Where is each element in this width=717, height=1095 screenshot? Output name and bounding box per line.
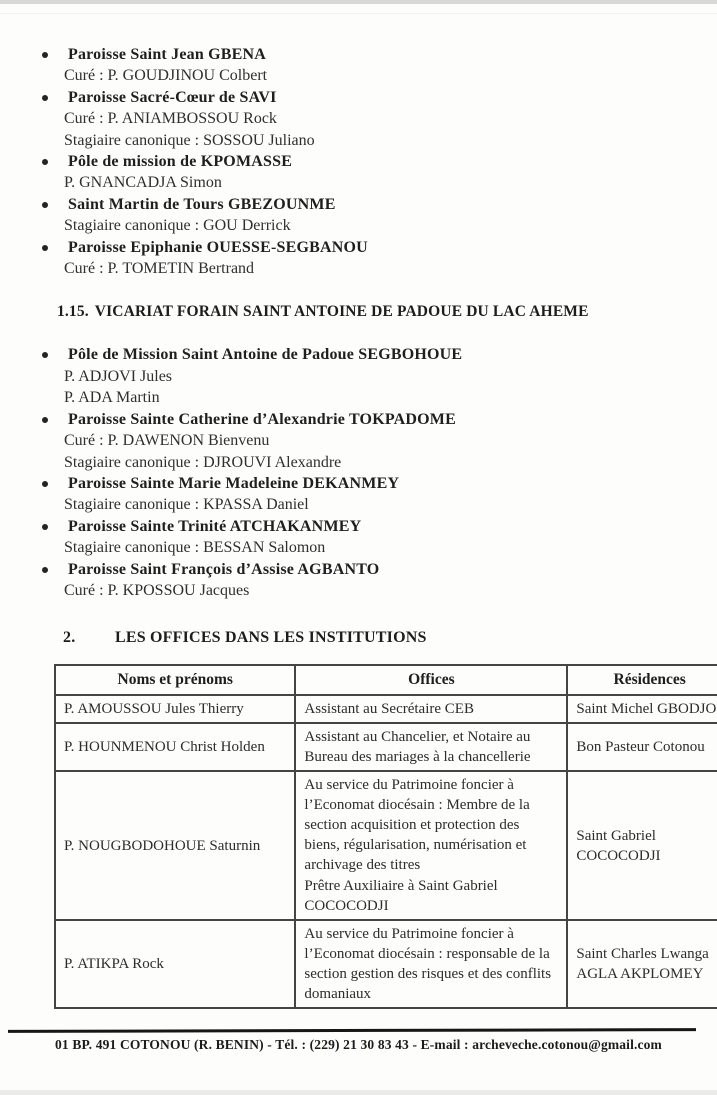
- office-paragraph: Au service du Patrimoine foncier à l’Economat diocésain : Membre de la section acquisition et protection des biens, régularisation, numérisation et archivage des titres: [304, 777, 530, 874]
- parish-title: Paroisse Sainte Marie Madeleine DEKANMEY: [68, 474, 400, 492]
- table-body: [55, 695, 717, 1008]
- scan-edge-bottom: [0, 1090, 717, 1095]
- column-header-residences: Résidences: [567, 665, 717, 695]
- heading-title: LES OFFICES DANS LES INSTITUTIONS: [115, 629, 427, 647]
- parish-list-item: [40, 516, 701, 559]
- bullet-icon: [42, 524, 48, 530]
- cell-name: P. HOUNMENOU Christ Holden: [55, 723, 295, 771]
- cell-residence: [567, 695, 717, 723]
- parish-title: Paroisse Sainte Trinité ATCHAKANMEY: [68, 517, 362, 535]
- footer-rule: [8, 1028, 696, 1033]
- office-paragraph: Assistant au Chancelier, et Notaire au Bureau des mariages à la chancellerie: [304, 729, 531, 766]
- scan-edge-top-faint: [0, 13, 717, 14]
- parish-list-item: [40, 237, 701, 280]
- page-footer: [0, 1029, 717, 1053]
- cell-office: [295, 723, 567, 771]
- bullet-icon: [42, 567, 48, 573]
- bullet-icon: [42, 245, 48, 251]
- table-row: [55, 920, 717, 1008]
- parish-detail: Curé : P. DAWENON Bienvenu: [64, 432, 270, 450]
- bullet-icon: [42, 95, 48, 101]
- offices-table: [54, 664, 717, 1009]
- parish-detail: P. ADA Martin: [64, 389, 160, 407]
- parish-title: Paroisse Epiphanie OUESSE-SEGBANOU: [68, 238, 368, 256]
- table-header-row: [55, 665, 717, 695]
- parish-detail: Stagiaire canonique : SOSSOU Juliano: [64, 131, 315, 149]
- bullet-icon: [42, 159, 48, 165]
- bullet-icon: [42, 202, 48, 208]
- residence-text: Saint Charles Lwanga AGLA AKPLOMEY: [576, 946, 709, 983]
- parish-detail: P. GNANCADJA Simon: [64, 174, 222, 192]
- residence-text: Saint Gabriel COCOCODJI: [576, 827, 661, 864]
- parish-detail: Curé : P. ANIAMBOSSOU Rock: [64, 110, 277, 128]
- cell-name: P. ATIKPA Rock: [55, 920, 295, 1008]
- parish-list-top: [40, 44, 701, 279]
- bullet-icon: [42, 352, 48, 358]
- parish-title: Pôle de mission de KPOMASSE: [68, 153, 293, 171]
- table-row: [55, 695, 717, 723]
- office-paragraph: Assistant au Secrétaire CEB: [304, 701, 474, 718]
- parish-list-item: [40, 44, 701, 87]
- heading-title: VICARIAT FORAIN SAINT ANTOINE DE PADOUE DU LAC AHEME: [94, 303, 589, 321]
- column-header-offices: Offices: [295, 665, 567, 695]
- section-heading-vicariat: [57, 301, 701, 322]
- parish-list-item: [40, 194, 701, 237]
- scan-edge-top: [0, 0, 717, 4]
- section-heading-offices: [63, 627, 701, 648]
- table-header: [55, 665, 717, 695]
- parish-title: Paroisse Saint Jean GBENA: [68, 46, 267, 63]
- parish-detail: Stagiaire canonique : KPASSA Daniel: [64, 496, 309, 514]
- cell-residence: [567, 723, 717, 771]
- parish-list-item: [40, 473, 701, 516]
- parish-detail: Curé : P. TOMETIN Bertrand: [64, 260, 255, 278]
- bullet-icon: [42, 417, 48, 423]
- parish-detail: Stagiaire canonique : BESSAN Salomon: [64, 539, 326, 557]
- parish-list-item: [40, 151, 701, 194]
- parish-detail: P. ADJOVI Jules: [64, 367, 173, 385]
- cell-name: P. AMOUSSOU Jules Thierry: [55, 695, 295, 723]
- parish-detail: Curé : P. KPOSSOU Jacques: [64, 581, 250, 599]
- bullet-icon: [42, 481, 48, 487]
- parish-detail: Stagiaire canonique : DJROUVI Alexandre: [64, 453, 342, 471]
- footer-contact-line: 01 BP. 491 COTONOU (R. BENIN) - Tél. : (229) 21 30 83 43 - E-mail : archeveche.cotonou@gmail.com: [55, 1037, 662, 1052]
- table-row: [55, 771, 717, 920]
- column-header-noms: Noms et prénoms: [55, 665, 295, 695]
- cell-office: [295, 771, 567, 920]
- parish-list-lac-aheme: [40, 344, 701, 601]
- cell-office: [295, 920, 567, 1008]
- parish-list-item: [40, 87, 701, 151]
- table-row: [55, 723, 717, 771]
- parish-list-item: [40, 344, 701, 408]
- parish-detail: Stagiaire canonique : GOU Derrick: [64, 217, 291, 235]
- residence-text: Bon Pasteur Cotonou: [576, 739, 705, 756]
- bullet-icon: [42, 52, 48, 58]
- office-paragraph: Prêtre Auxiliaire à Saint Gabriel COCOCODJI: [304, 878, 498, 915]
- parish-title: Paroisse Sainte Catherine d’Alexandrie TOKPADOME: [68, 410, 456, 428]
- parish-detail: Curé : P. GOUDJINOU Colbert: [64, 67, 268, 85]
- cell-residence: [567, 771, 717, 920]
- parish-title: Saint Martin de Tours GBEZOUNME: [68, 195, 336, 213]
- parish-title: Paroisse Sacré-Cœur de SAVI: [68, 88, 277, 106]
- parish-list-item: [40, 409, 701, 473]
- residence-text: Saint Michel GBODJO: [576, 701, 717, 718]
- cell-office: [295, 695, 567, 723]
- parish-list-item: [40, 559, 701, 602]
- cell-name: P. NOUGBODOHOUE Saturnin: [55, 771, 295, 920]
- parish-title: Paroisse Saint François d’Assise AGBANTO: [68, 560, 380, 578]
- heading-number: 1.15.: [57, 303, 89, 321]
- parish-title: Pôle de Mission Saint Antoine de Padoue SEGBOHOUE: [68, 346, 463, 364]
- heading-number: 2.: [63, 629, 76, 647]
- office-paragraph: Au service du Patrimoine foncier à l’Economat diocésain : responsable de la section gestion des risques et des conflits domaniaux: [304, 926, 552, 1003]
- cell-residence: [567, 920, 717, 1008]
